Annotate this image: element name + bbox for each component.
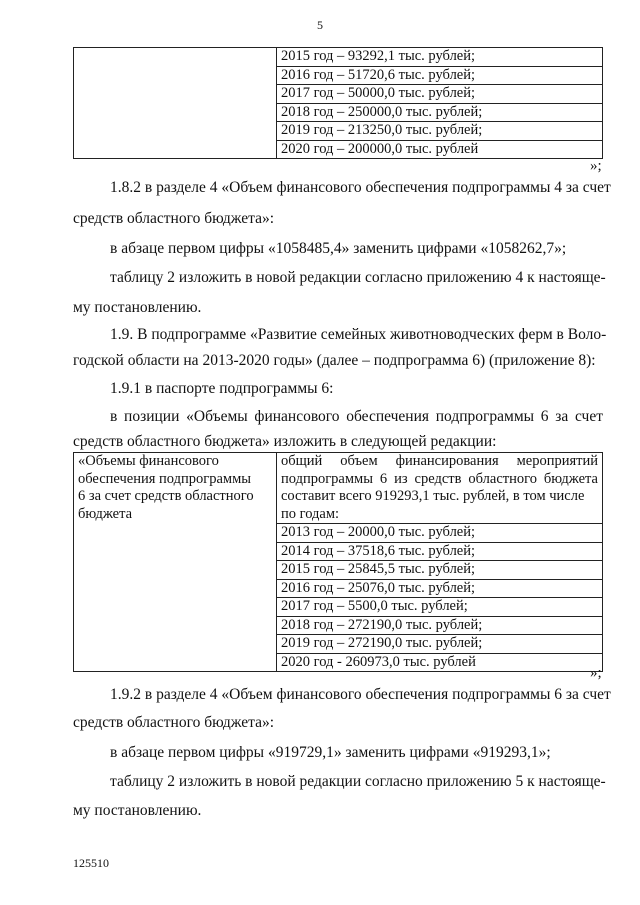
table2-intro-line: составит всего 919293,1 тыс. рублей, в том числе: [281, 488, 585, 504]
table1-years-cell: [277, 48, 603, 159]
table1-year-line: 2017 год – 50000,0 тыс. рублей;: [277, 85, 602, 104]
table1-year-line: 2016 год – 51720,6 тыс. рублей;: [277, 67, 602, 86]
table1-left-cell: [74, 48, 277, 159]
table2-year-line: 2016 год – 25076,0 тыс. рублей;: [277, 580, 602, 599]
paragraph-table2-a-line1: таблицу 2 изложить в новой редакции согласно приложению 4 к настояще-: [110, 269, 606, 286]
table2-left-line: «Объемы финансового: [78, 453, 219, 469]
paragraph-position-line2: средств областного бюджета» изложить в следующей редакции:: [73, 433, 497, 450]
table2-left-line: обеспечения подпрограммы: [78, 470, 252, 487]
paragraph-1-9-2-line1: 1.9.2 в разделе 4 «Объем финансового обеспечения подпрограммы 6 за счет: [110, 686, 611, 703]
paragraph-table2-b-line1: таблицу 2 изложить в новой редакции согласно приложению 5 к настояще-: [110, 773, 606, 790]
table2-intro-line: подпрограммы 6 из средств областного бюджета: [281, 470, 598, 487]
paragraph-1-9-2-line2: средств областного бюджета»:: [73, 714, 275, 731]
table1-year-line: 2020 год – 200000,0 тыс. рублей: [281, 140, 479, 157]
table2-intro-line: по годам:: [277, 506, 602, 525]
table2-year-line: 2020 год - 260973,0 тыс. рублей: [281, 653, 476, 670]
page-number: 5: [317, 18, 323, 32]
table2-left-line: 6 за счет средств областного: [78, 488, 254, 504]
paragraph-position-line1: в позиции «Объемы финансового обеспечения подпрограммы 6 за счет: [110, 408, 603, 425]
table2-right-cell: [277, 453, 603, 672]
funding-table-2: [73, 452, 603, 672]
table2-left-cell: [74, 453, 277, 672]
paragraph-1-9-1: 1.9.1 в паспорте подпрограммы 6:: [110, 380, 334, 397]
table1-year-line: 2018 год – 250000,0 тыс. рублей;: [277, 104, 602, 123]
funding-table-1: [73, 47, 603, 159]
table2-year-line: 2019 год – 272190,0 тыс. рублей;: [277, 635, 602, 654]
paragraph-table2-a-line2: му постановлению.: [73, 299, 202, 316]
paragraph-1-8-2-line2: средств областного бюджета»:: [73, 210, 275, 227]
paragraph-1-9-line2: годской области на 2013-2020 годы» (далее – подпрограмма 6) (приложение 8):: [73, 352, 596, 369]
table2-year-line: 2015 год – 25845,5 тыс. рублей;: [277, 561, 602, 580]
table2-year-line: 2018 год – 272190,0 тыс. рублей;: [277, 617, 602, 636]
paragraph-1-8-2-line1: 1.8.2 в разделе 4 «Объем финансового обеспечения подпрограммы 4 за счет: [110, 179, 611, 196]
table2-year-line: 2013 год – 20000,0 тыс. рублей;: [277, 524, 602, 543]
document-id: 125510: [73, 856, 109, 870]
table2-year-line: 2014 год – 37518,6 тыс. рублей;: [277, 543, 602, 562]
table2-left-line: бюджета: [78, 505, 133, 522]
paragraph-1-9-line1: 1.9. В подпрограмме «Развитие семейных животноводческих ферм в Воло-: [110, 326, 607, 343]
paragraph-table2-b-line2: му постановлению.: [73, 802, 202, 819]
table1-year-line: 2019 год – 213250,0 тыс. рублей;: [277, 122, 602, 141]
paragraph-figures-2: в абзаце первом цифры «919729,1» заменить цифрами «919293,1»;: [110, 744, 551, 761]
table2-intro-line: общий объем финансирования мероприятий: [281, 453, 598, 469]
closing-quote-2: »;: [590, 665, 602, 681]
table2-year-line: 2017 год – 5500,0 тыс. рублей;: [277, 598, 602, 617]
table1-year-line: 2015 год – 93292,1 тыс. рублей;: [277, 48, 602, 67]
paragraph-figures-1: в абзаце первом цифры «1058485,4» заменить цифрами «1058262,7»;: [110, 240, 567, 257]
closing-quote-1: »;: [590, 158, 602, 174]
